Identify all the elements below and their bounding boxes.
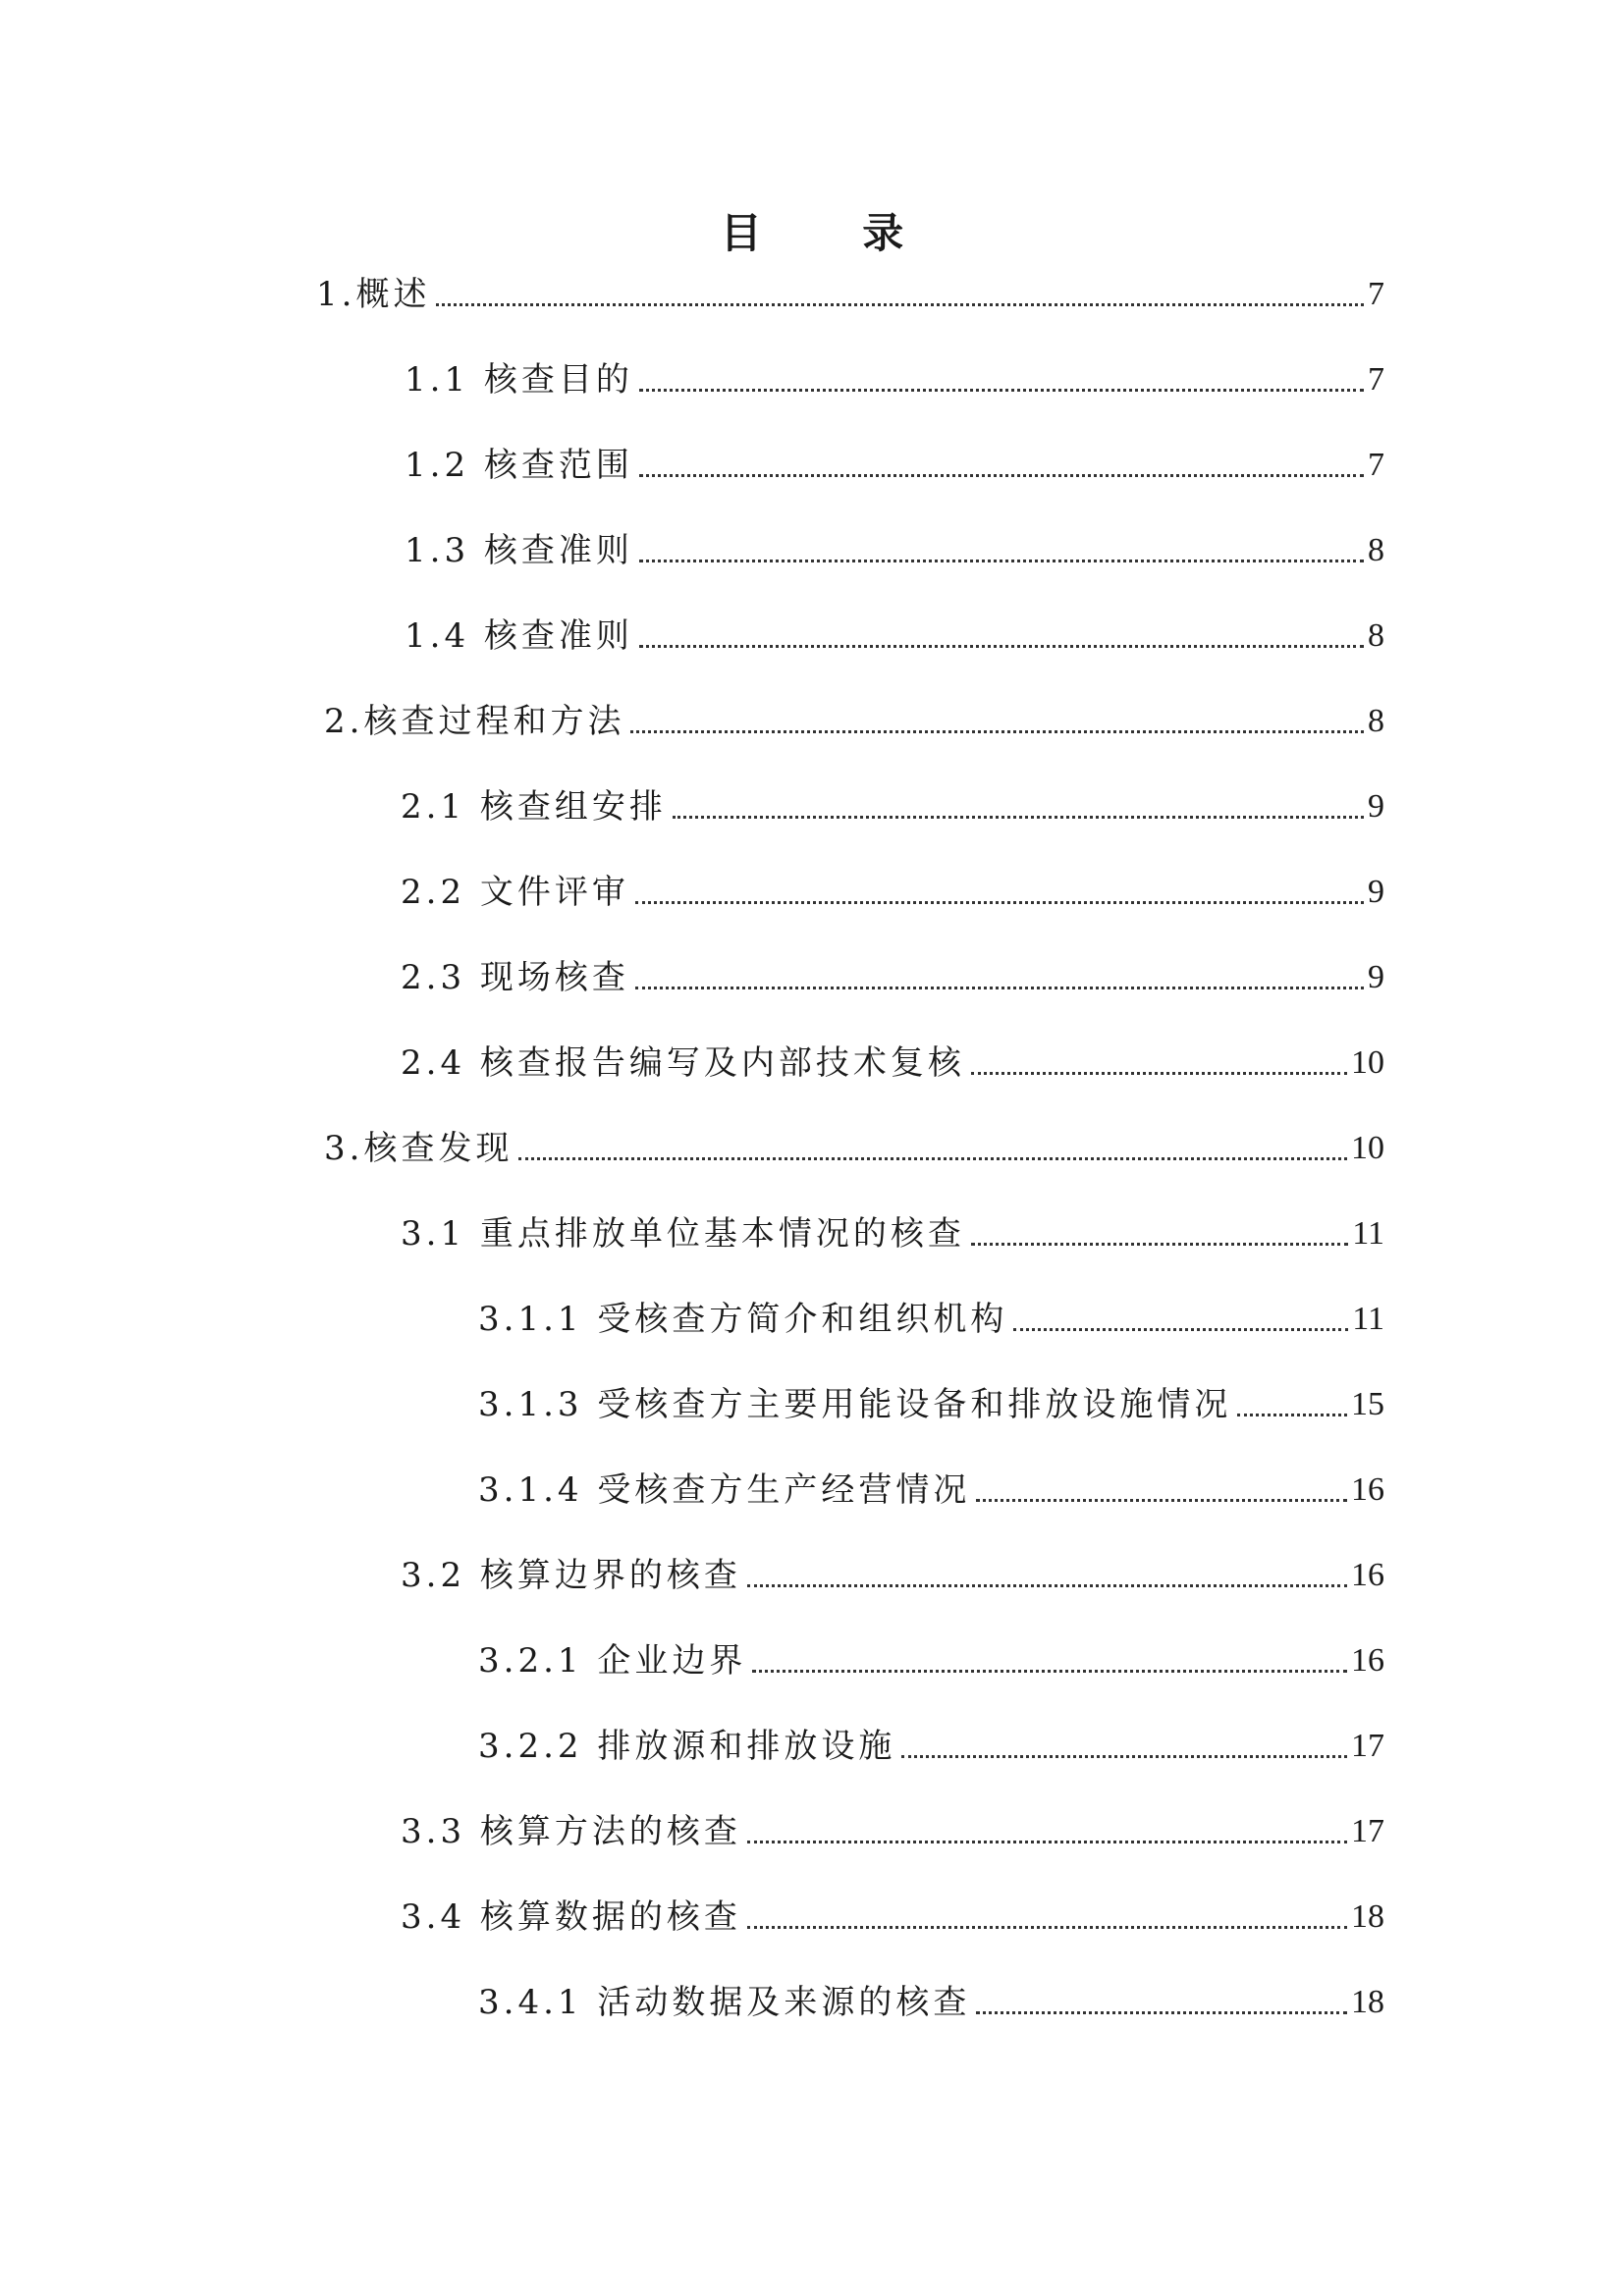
toc-entry-label: 2.4 核查报告编写及内部技术复核 — [401, 1043, 965, 1083]
dot-leader — [747, 1584, 1347, 1587]
toc-entry-label: 2.核查过程和方法 — [324, 702, 625, 741]
toc-entry-page: 11 — [1352, 1301, 1384, 1337]
toc-entry-page: 17 — [1351, 1813, 1384, 1849]
dot-leader — [1013, 1328, 1348, 1331]
toc-entry-label: 1.概述 — [316, 275, 431, 314]
dot-leader — [901, 1755, 1347, 1758]
toc-entry-1-4[interactable] — [405, 614, 1384, 658]
toc-entry-label: 1.1 核查目的 — [405, 360, 633, 400]
toc-entry-label: 2.1 核查组安排 — [401, 787, 667, 827]
toc-entry-3-1[interactable] — [401, 1212, 1384, 1255]
toc-entry-label: 1.3 核查准则 — [405, 531, 633, 570]
dot-leader — [752, 1670, 1347, 1673]
toc-entry-1-2[interactable] — [405, 444, 1384, 487]
toc-entry-3-1-4[interactable] — [478, 1468, 1384, 1512]
toc-entry-label: 3.3 核算方法的核查 — [401, 1812, 741, 1851]
toc-entry-3-2[interactable] — [401, 1554, 1384, 1597]
toc-entry-2-4[interactable] — [401, 1041, 1384, 1085]
toc-entry-page: 17 — [1351, 1728, 1384, 1764]
toc-entry-label: 3.4 核算数据的核查 — [401, 1897, 741, 1937]
toc-entry-2-1[interactable] — [401, 785, 1384, 828]
toc-entry-page: 16 — [1351, 1642, 1384, 1679]
dot-leader — [1237, 1414, 1347, 1416]
toc-entry-2-3[interactable] — [401, 956, 1384, 999]
toc-entry-2-2[interactable] — [401, 871, 1384, 914]
dot-leader — [436, 303, 1364, 306]
dot-leader — [747, 1926, 1347, 1929]
toc-entry-3-4[interactable] — [401, 1896, 1384, 1939]
toc-entry-page: 15 — [1351, 1386, 1384, 1422]
toc-entry-page: 9 — [1368, 874, 1384, 910]
dot-leader — [971, 1072, 1347, 1075]
dot-leader — [971, 1243, 1348, 1246]
toc-entry-label: 1.4 核查准则 — [405, 616, 633, 656]
toc-entry-label: 3.1.1 受核查方简介和组织机构 — [478, 1300, 1008, 1339]
toc-entry-page: 18 — [1351, 1984, 1384, 2020]
toc-entry-3-1-3[interactable] — [478, 1383, 1384, 1426]
toc-entry-page: 7 — [1368, 447, 1384, 483]
toc-entry-1-3[interactable] — [405, 529, 1384, 572]
toc-entry-label: 2.3 现场核查 — [401, 958, 629, 997]
toc-entry-page: 9 — [1368, 959, 1384, 995]
toc-entry-page: 7 — [1368, 276, 1384, 312]
dot-leader — [639, 389, 1364, 392]
dot-leader — [976, 1499, 1347, 1502]
toc-entry-page: 8 — [1368, 617, 1384, 654]
dot-leader — [639, 560, 1364, 562]
toc-entry-3-4-1[interactable] — [478, 1981, 1384, 2024]
toc-entry-3-1-1[interactable] — [478, 1298, 1384, 1341]
toc-entry-label: 3.2 核算边界的核查 — [401, 1556, 741, 1595]
toc-entry-1[interactable] — [316, 273, 1384, 316]
toc-entry-page: 9 — [1368, 788, 1384, 825]
dot-leader — [673, 816, 1364, 819]
dot-leader — [518, 1157, 1347, 1160]
toc-entry-2[interactable] — [324, 700, 1384, 743]
toc-entry-3-2-1[interactable] — [478, 1639, 1384, 1682]
dot-leader — [635, 901, 1364, 904]
toc-entry-label: 3.1 重点排放单位基本情况的核查 — [401, 1214, 965, 1254]
toc-entry-label: 3.1.4 受核查方生产经营情况 — [478, 1470, 971, 1510]
toc-entry-label: 1.2 核查范围 — [405, 446, 633, 485]
toc-entry-page: 11 — [1352, 1215, 1384, 1252]
toc-entry-label: 2.2 文件评审 — [401, 873, 629, 912]
dot-leader — [630, 730, 1364, 733]
toc-entry-3[interactable] — [324, 1127, 1384, 1170]
toc-entry-1-1[interactable] — [405, 358, 1384, 401]
toc-entry-page: 10 — [1351, 1130, 1384, 1166]
dot-leader — [976, 2011, 1347, 2014]
toc-entry-page: 7 — [1368, 361, 1384, 398]
toc-entry-3-3[interactable] — [401, 1810, 1384, 1853]
toc-entry-label: 3.2.1 企业边界 — [478, 1641, 747, 1681]
toc-entry-page: 16 — [1351, 1471, 1384, 1508]
toc-entry-page: 18 — [1351, 1898, 1384, 1935]
toc-entry-label: 3.核查发现 — [324, 1129, 514, 1168]
dot-leader — [747, 1841, 1347, 1843]
toc-title: 目 录 — [720, 209, 947, 257]
dot-leader — [639, 474, 1364, 477]
toc-entry-label: 3.4.1 活动数据及来源的核查 — [478, 1983, 971, 2022]
dot-leader — [635, 987, 1364, 989]
toc-entry-page: 8 — [1368, 703, 1384, 739]
toc-entry-label: 3.1.3 受核查方主要用能设备和排放设施情况 — [478, 1385, 1232, 1424]
toc-entry-label: 3.2.2 排放源和排放设施 — [478, 1727, 896, 1766]
toc-entry-page: 10 — [1351, 1044, 1384, 1081]
dot-leader — [639, 645, 1364, 648]
toc-entry-page: 8 — [1368, 532, 1384, 568]
toc-entry-page: 16 — [1351, 1557, 1384, 1593]
toc-entry-3-2-2[interactable] — [478, 1725, 1384, 1768]
